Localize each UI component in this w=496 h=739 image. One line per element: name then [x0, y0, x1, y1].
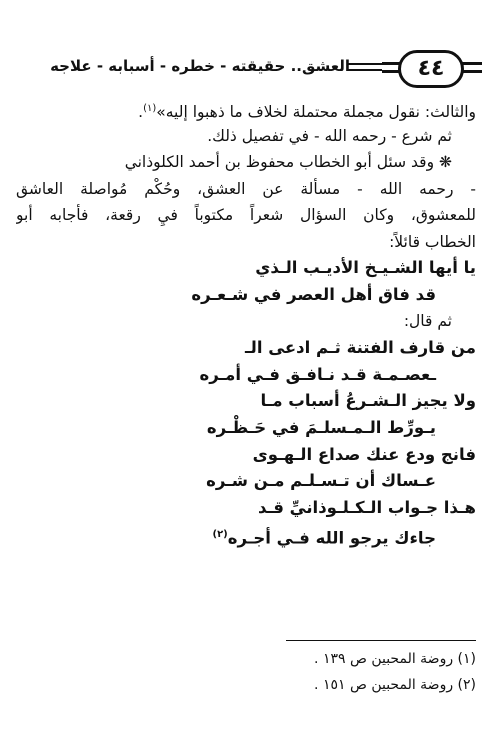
page-number: ٤٤	[398, 50, 464, 88]
footnote-ref: (٢)	[212, 528, 228, 540]
page-header	[14, 48, 482, 94]
paragraph-line	[16, 149, 476, 176]
verse-line: ولا يجيز الـشـرعُ أسباب مـا	[260, 391, 476, 411]
paragraph-line: ثم شرع - رحمه الله - في تفصيل ذلك.	[207, 126, 452, 145]
paragraph-line: الخطاب قائلاً:	[389, 232, 476, 251]
paragraph-line: ثم قال:	[403, 312, 452, 331]
running-title: العشق.. حقيقته - خطره - أسبابه - علاجه	[50, 57, 350, 75]
verse-line: يا أيها الشـيـخ الأديـب الـذي	[255, 258, 476, 277]
verse-line: فانج ودع عنك صداع الـهـوى	[252, 444, 476, 464]
asterism-icon: ❋	[439, 153, 452, 171]
footnote-ref: (١)	[143, 103, 157, 114]
header-rule	[348, 69, 382, 71]
verse-text: جاءك يرجو الله فـي أجـره	[227, 528, 436, 548]
footnote: (٢) روضة المحبين ص ١٥١ .	[314, 677, 476, 693]
paragraph-line: للمعشوق، وكان السؤال شعراً مكتوباً فيِ رقعة، فأجابه أبو	[16, 206, 476, 224]
verse-line: يـورِّط الـمـسلـمَ في حَـظْـره	[206, 417, 436, 437]
verse-line: عـساك أن تـسـلـم مـن شـره	[206, 471, 436, 491]
verse-line: من قارف الفتنة ثـم ادعى الـ	[244, 337, 476, 357]
header-rule	[348, 63, 382, 65]
verse-line: هـذا جـواب الـكـلـوذانيِّ قـد	[257, 498, 476, 517]
verse-line	[16, 522, 476, 549]
paragraph-text: وقد سئل أبو الخطاب محفوظ بن أحمد الكلوذاني	[124, 153, 435, 171]
footnote-rule	[286, 640, 476, 641]
paragraph-line	[16, 96, 476, 123]
footnote: (١) روضة المحبين ص ١٣٩ .	[314, 651, 476, 667]
verse-line: قد فاق أهل العصر في شـعـره	[191, 284, 436, 304]
paragraph-text: .	[138, 103, 144, 122]
footnotes	[16, 646, 476, 698]
paragraph-line: - رحمه الله - مسألة عن العشق، وحُكْم مُواصلة العاشق	[16, 179, 476, 198]
page-body	[16, 96, 476, 548]
paragraph-text: والثالث: نقول مجملة محتملة لخلاف ما ذهبوا إليه»	[156, 103, 476, 122]
verse-line: ـعصـمـة قـد نـافـق فـي أمـره	[199, 364, 436, 384]
